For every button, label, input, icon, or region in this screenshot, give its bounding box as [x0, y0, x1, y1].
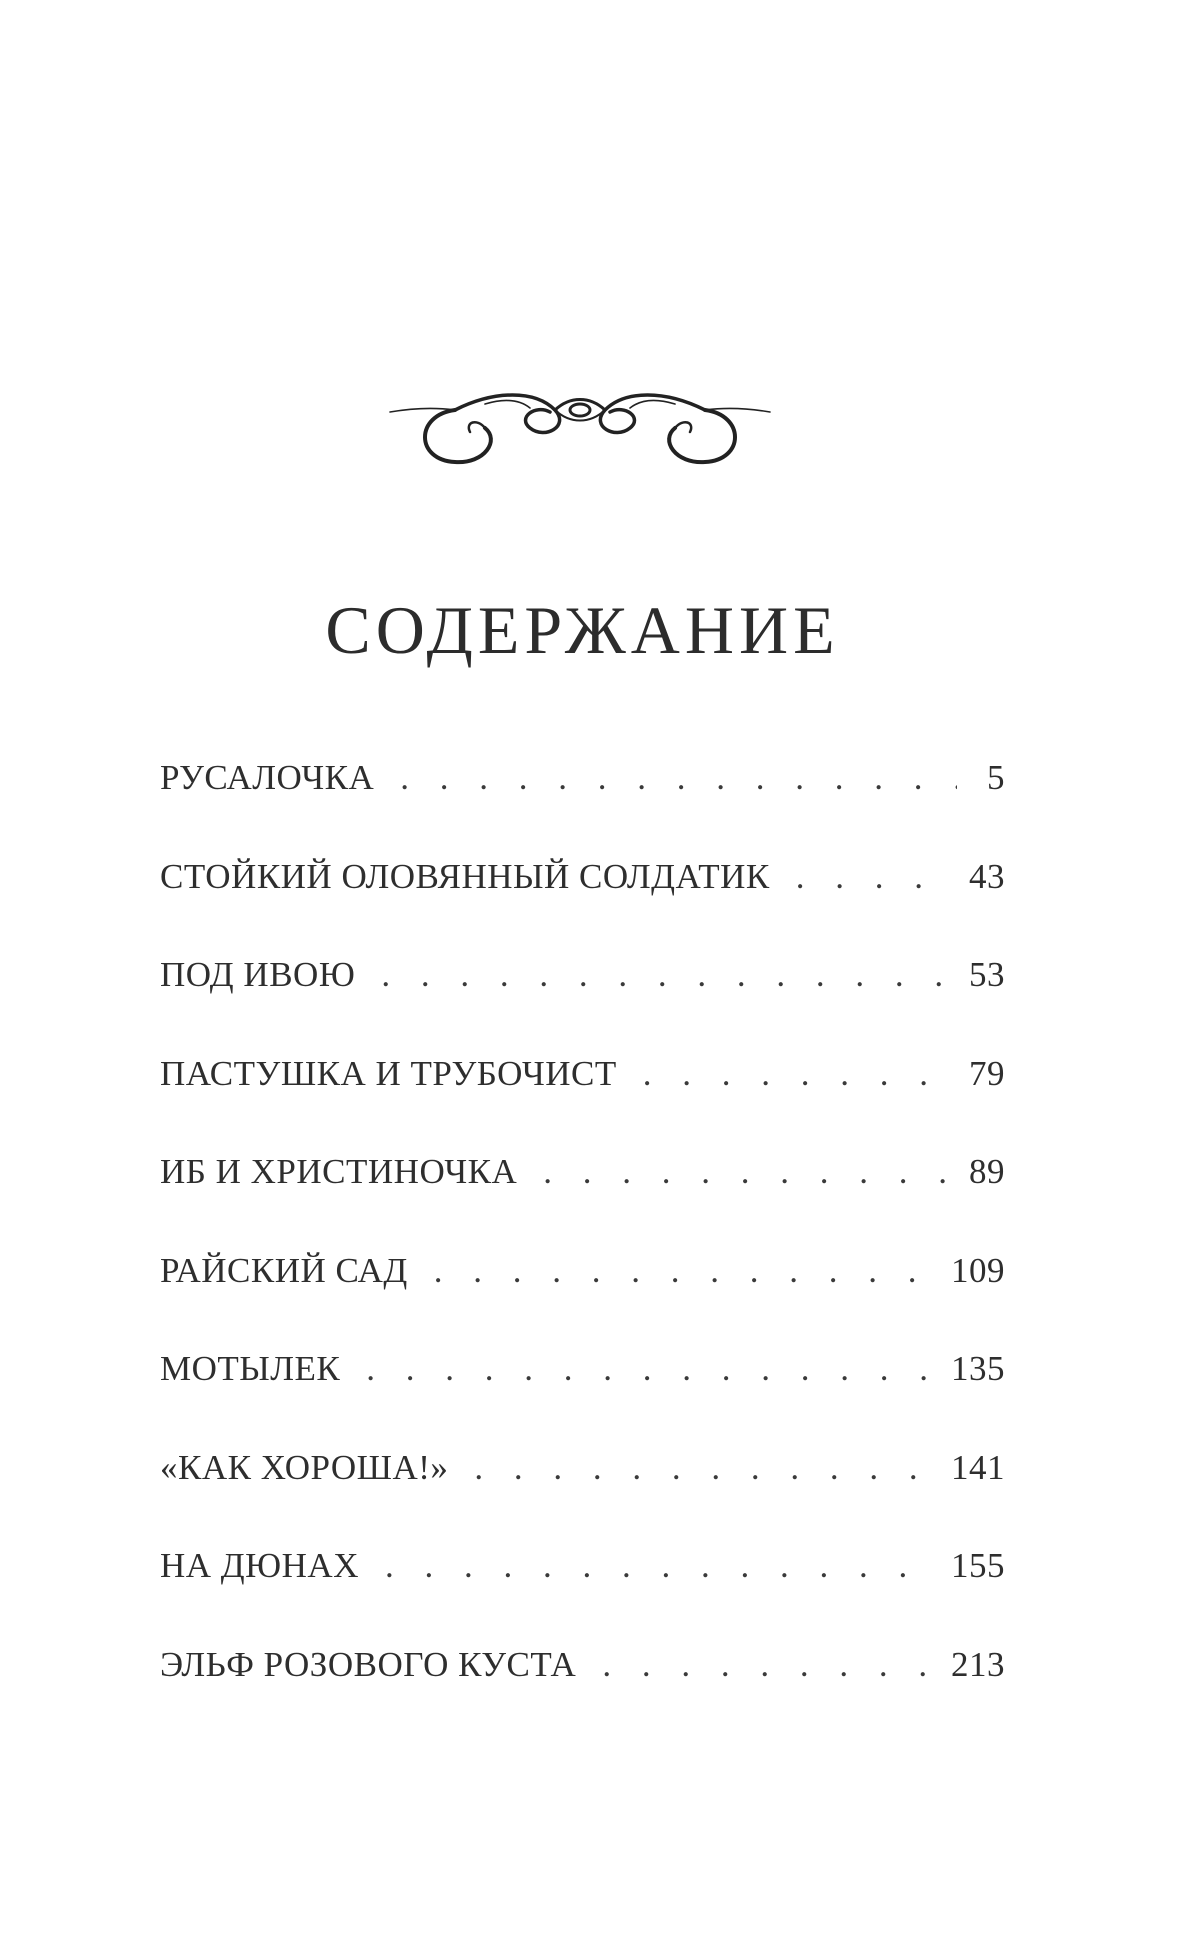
toc-entry-title: ЭЛЬФ РОЗОВОГО КУСТА: [160, 1644, 577, 1684]
flourish-divider-icon: [385, 360, 775, 470]
toc-entry[interactable]: [160, 1054, 1005, 1153]
toc-entry[interactable]: [160, 1448, 1005, 1547]
toc-entry-page: 53: [969, 955, 1005, 994]
toc-entry-page: 155: [951, 1546, 1005, 1585]
page-title: СОДЕРЖАНИЕ: [325, 592, 840, 668]
toc-entry[interactable]: [160, 1251, 1005, 1350]
dot-leader: [602, 1645, 933, 1685]
dot-leader: [434, 1251, 933, 1291]
toc-entry-title: ПАСТУШКА И ТРУБОЧИСТ: [160, 1053, 617, 1093]
toc-entry-title: ИБ И ХРИСТИНОЧКА: [160, 1152, 518, 1191]
table-of-contents: [160, 758, 1005, 1743]
toc-entry-title: СТОЙКИЙ ОЛОВЯННЫЙ СОЛДАТИК: [160, 856, 770, 896]
dot-leader: [381, 955, 951, 995]
toc-entry[interactable]: [160, 955, 1005, 1054]
dot-leader: [385, 1546, 933, 1586]
toc-entry-page: 213: [951, 1644, 1005, 1684]
toc-entry[interactable]: [160, 1152, 1005, 1251]
toc-entry-title: РУСАЛОЧКА: [160, 758, 375, 797]
toc-entry-page: 135: [951, 1349, 1005, 1388]
dot-leader: [400, 758, 957, 798]
toc-entry-page: 79: [969, 1053, 1005, 1093]
toc-entry[interactable]: [160, 1349, 1005, 1448]
dot-leader: [474, 1448, 933, 1488]
toc-entry-page: 5: [987, 758, 1005, 797]
toc-entry-page: 89: [969, 1152, 1005, 1191]
dot-leader: [366, 1349, 933, 1389]
toc-entry-title: ПОД ИВОЮ: [160, 955, 356, 994]
toc-entry[interactable]: [160, 857, 1005, 956]
toc-entry-page: 141: [951, 1447, 1005, 1487]
toc-entry-page: 43: [969, 856, 1005, 896]
dot-leader: [543, 1152, 951, 1192]
toc-entry[interactable]: [160, 758, 1005, 857]
toc-entry-page: 109: [951, 1250, 1005, 1290]
toc-entry-title: РАЙСКИЙ САД: [160, 1250, 408, 1290]
dot-leader: [643, 1054, 951, 1094]
toc-entry[interactable]: [160, 1645, 1005, 1744]
toc-entry-title: МОТЫЛЕК: [160, 1349, 341, 1388]
toc-entry-title: «КАК ХОРОША!»: [160, 1447, 449, 1487]
dot-leader: [796, 857, 951, 897]
toc-entry-title: НА ДЮНАХ: [160, 1546, 359, 1585]
toc-entry[interactable]: [160, 1546, 1005, 1645]
